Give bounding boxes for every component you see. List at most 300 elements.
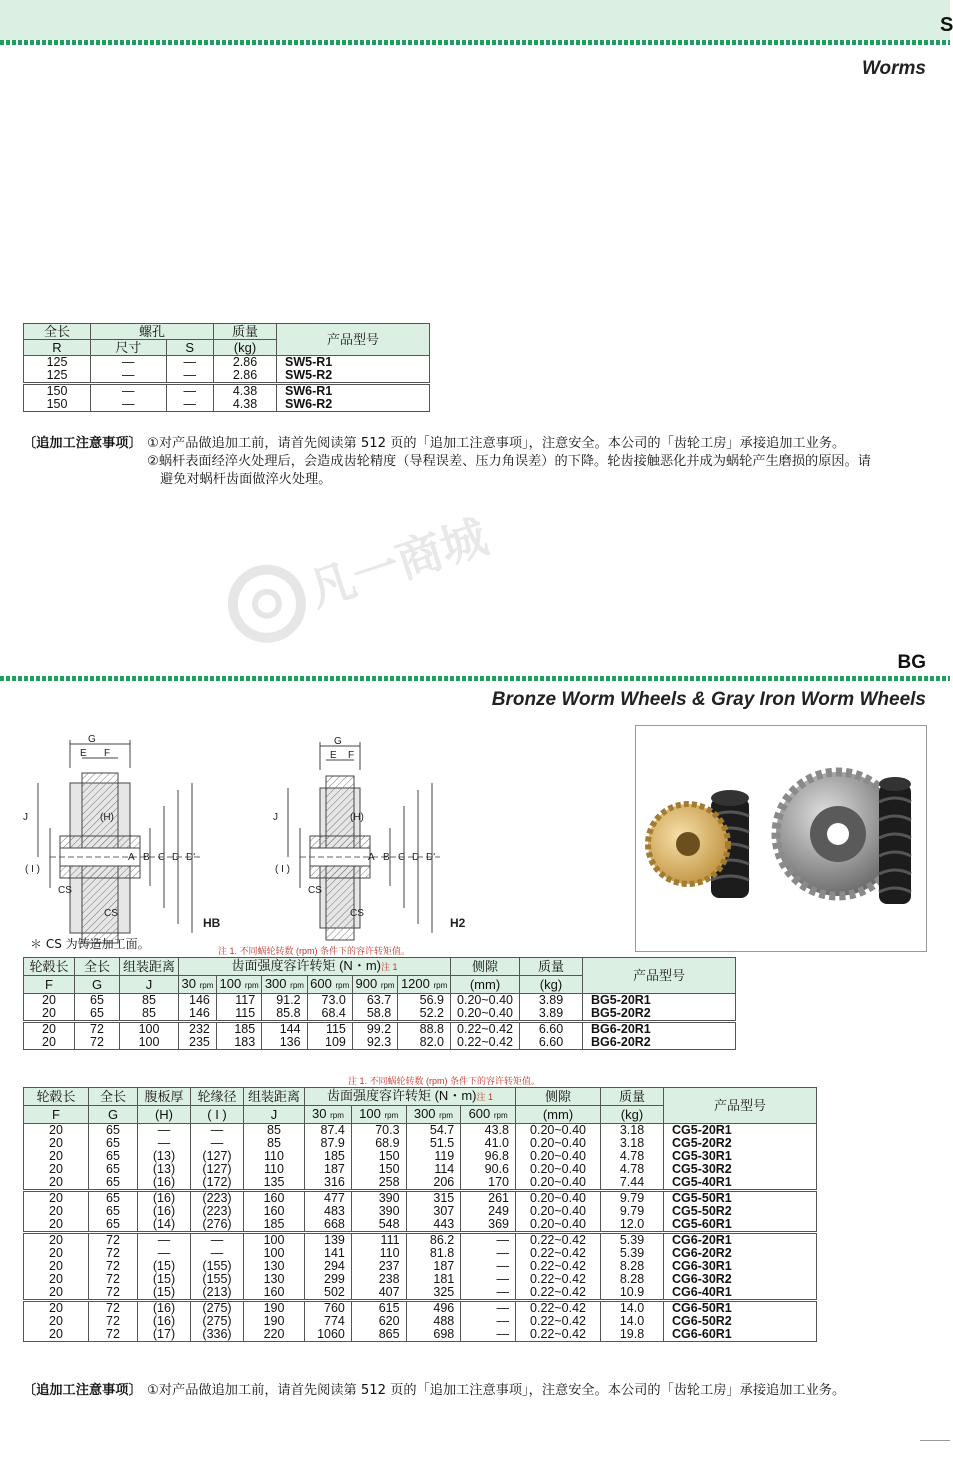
cell-model: CG6-30R1 [664, 1260, 817, 1273]
cell-model: CG5-20R1 [664, 1124, 817, 1138]
dim-cs-right-2: CS [350, 908, 364, 919]
cell-torque: 91.2 [262, 994, 307, 1008]
cell-torque: 99.2 [352, 1022, 397, 1037]
bg-rpm-5-unit: rpm [433, 981, 448, 990]
cell-torque: 261 [461, 1191, 516, 1206]
cell-mass: 4.78 [601, 1163, 664, 1176]
cell-torque: 258 [351, 1176, 406, 1191]
cell-mass: 7.44 [601, 1176, 664, 1191]
cell-model: CG5-50R2 [664, 1205, 817, 1218]
cell-torque: 668 [305, 1218, 352, 1233]
cell-torque: 390 [351, 1191, 406, 1206]
table-row [24, 1233, 817, 1248]
cs-note: ＊ CS 为铸造加工面。 [30, 937, 150, 951]
cg-table-note: 注 1. 不同蜗轮转数 (rpm) 条件下的容许转矩值。 [348, 1076, 541, 1086]
dim-d-left: D [172, 852, 180, 863]
cell-mass: 5.39 [601, 1247, 664, 1260]
bg-rpm-1 [216, 976, 261, 994]
cell-web: (15) [138, 1286, 191, 1301]
cell-web: — [138, 1233, 191, 1248]
cell-torque: 183 [216, 1036, 261, 1050]
sw-note-1: ①对产品做追加工前，请首先阅读第 512 页的「追加工注意事项」，注意安全。本公司的「齿轮工房」承接追加工业务。 [147, 436, 846, 451]
cell-web: (13) [138, 1150, 191, 1163]
hb-type-label: HB [203, 916, 221, 930]
section-title-bg: Bronze Worm Wheels & Gray Iron Worm Wheels [491, 689, 926, 710]
cell-rim: — [191, 1233, 244, 1248]
table-row [24, 384, 430, 399]
cell-center: 190 [244, 1301, 305, 1316]
cell-center: 100 [120, 1022, 179, 1037]
cell-rim: — [191, 1137, 244, 1150]
cell-torque: 187 [406, 1260, 461, 1273]
cell-torque: 115 [216, 1007, 261, 1022]
cell-model: SW6-R2 [277, 398, 430, 412]
cell-torque: 150 [351, 1150, 406, 1163]
worm-black-2 [879, 777, 911, 904]
cell-mass: 3.18 [601, 1137, 664, 1150]
bg-rpm-0 [179, 976, 217, 994]
hb-drawing [23, 734, 221, 943]
cell-torque: — [461, 1286, 516, 1301]
table-row [24, 994, 736, 1008]
cell-web: (13) [138, 1163, 191, 1176]
dim-cs-left-2: CS [104, 908, 118, 919]
cell-rim: (336) [191, 1328, 244, 1342]
cell-torque: 41.0 [461, 1137, 516, 1150]
cell-length: 65 [89, 1176, 138, 1191]
cell-torque: 111 [351, 1233, 406, 1248]
cell-torque: 249 [461, 1205, 516, 1218]
cell-mass: 8.28 [601, 1260, 664, 1273]
cg-rpm-1 [351, 1106, 406, 1124]
cell-model: CG6-40R1 [664, 1286, 817, 1301]
cell-backlash: 0.22~0.42 [516, 1328, 601, 1342]
corner-letter-s: S [940, 14, 953, 36]
cell-torque: 115 [307, 1022, 352, 1037]
cell-model: CG5-40R1 [664, 1176, 817, 1191]
watermark-text: 凡一商城 [302, 509, 494, 618]
cell-torque: 307 [406, 1205, 461, 1218]
cell-length: 65 [89, 1163, 138, 1176]
table-row [24, 356, 430, 370]
cell-mass: 9.79 [601, 1191, 664, 1206]
cell-backlash: 0.20~0.40 [451, 1007, 520, 1022]
cell-length: 65 [89, 1137, 138, 1150]
bg-col-torque [179, 958, 451, 976]
cell-rim: (213) [191, 1286, 244, 1301]
bg-spec-table [23, 957, 736, 1050]
cell-screw-size: — [91, 369, 167, 384]
bg-col-length-sub: G [75, 976, 120, 994]
cell-torque: 52.2 [398, 1007, 451, 1022]
cell-hub: 20 [24, 1150, 89, 1163]
bg-rpm-3-unit: rpm [335, 981, 350, 990]
cell-torque: 206 [406, 1176, 461, 1191]
cg-col-mass-unit: (kg) [601, 1106, 664, 1124]
cell-mass: 10.9 [601, 1286, 664, 1301]
table-row [24, 1328, 817, 1342]
cell-torque: 87.9 [305, 1137, 352, 1150]
cell-torque: 51.5 [406, 1137, 461, 1150]
cell-hub: 20 [24, 1301, 89, 1316]
h2-type-label: H2 [450, 916, 466, 930]
cg-note-1: ①对产品做追加工前，请首先阅读第 512 页的「追加工注意事项」，注意安全。本公司的「齿轮工房」承接追加工业务。 [147, 1383, 846, 1398]
cell-model: CG5-60R1 [664, 1218, 817, 1233]
bg-rpm-5 [398, 976, 451, 994]
cg-col-length-sub: G [89, 1106, 138, 1124]
cell-mass: 5.39 [601, 1233, 664, 1248]
cell-backlash: 0.22~0.42 [516, 1273, 601, 1286]
cell-torque: 390 [351, 1205, 406, 1218]
cell-center: 190 [244, 1315, 305, 1328]
cell-mass: 4.38 [214, 398, 277, 412]
cell-length: 65 [89, 1191, 138, 1206]
cell-length: 72 [75, 1022, 120, 1037]
bg-rpm-4-unit: rpm [380, 981, 395, 990]
cg-col-web-sub: (H) [138, 1106, 191, 1124]
cell-center: 110 [244, 1163, 305, 1176]
cell-torque: 110 [351, 1247, 406, 1260]
cell-torque: 144 [262, 1022, 307, 1037]
cell-torque: 56.9 [398, 994, 451, 1008]
cell-backlash: 0.22~0.42 [516, 1286, 601, 1301]
cg-rpm-3-unit: rpm [493, 1111, 508, 1120]
bg-col-backlash-unit: (mm) [451, 976, 520, 994]
cell-torque: — [461, 1247, 516, 1260]
cg-rpm-2-value: 300 [413, 1106, 436, 1121]
cell-length: 65 [89, 1205, 138, 1218]
cell-backlash: 0.22~0.42 [516, 1233, 601, 1248]
cell-web: (17) [138, 1328, 191, 1342]
cg-spec-table [23, 1087, 817, 1342]
cell-hub: 20 [24, 1233, 89, 1248]
cell-backlash: 0.20~0.40 [516, 1150, 601, 1163]
cg-col-hub: 轮毂长 [24, 1088, 89, 1106]
cell-hub: 20 [24, 1124, 89, 1138]
cell-torque: 54.7 [406, 1124, 461, 1138]
cell-torque: 299 [305, 1273, 352, 1286]
cell-torque: 85.8 [262, 1007, 307, 1022]
h2-drawing [273, 736, 466, 940]
cg-torque-note: 注 1 [476, 1092, 493, 1102]
table-row [24, 1124, 817, 1138]
cell-torque: 698 [406, 1328, 461, 1342]
bg-table-note: 注 1. 不同蜗轮转数 (rpm) 条件下的容许转矩值。 [218, 946, 411, 956]
cell-hub: 20 [24, 1315, 89, 1328]
col-mass-unit: (kg) [214, 340, 277, 356]
brass-worm-wheel [648, 804, 728, 884]
cg-notes-label: 〔追加工注意事项〕 [23, 1383, 142, 1398]
cg-col-torque [305, 1088, 516, 1106]
cell-model: CG5-20R2 [664, 1137, 817, 1150]
dim-b-right: B [383, 852, 390, 863]
cell-torque: 548 [351, 1218, 406, 1233]
cell-torque: 170 [461, 1176, 516, 1191]
cell-torque: 237 [351, 1260, 406, 1273]
dim-f-left: F [104, 748, 111, 759]
gears-illustration [636, 726, 926, 951]
bg-torque-note: 注 1 [380, 962, 398, 972]
table-row [24, 1301, 817, 1316]
cell-model: BG5-20R1 [583, 994, 736, 1008]
sw-spec-table [23, 323, 430, 412]
cell-length: 72 [89, 1247, 138, 1260]
cg-rpm-1-value: 100 [359, 1106, 381, 1121]
table-row [24, 1191, 817, 1206]
dim-a-left: A [128, 852, 135, 863]
dim-i-right: ( I ) [275, 864, 290, 875]
cell-screw-s: — [166, 398, 213, 412]
cell-torque: 238 [351, 1273, 406, 1286]
cell-rim: — [191, 1124, 244, 1138]
bg-torque-label: 齿面强度容许转矩 (N・m) [231, 958, 381, 973]
table-row [24, 398, 430, 412]
bg-rpm-4 [352, 976, 397, 994]
cell-mass: 3.89 [520, 1007, 583, 1022]
cell-model: SW5-R2 [277, 369, 430, 384]
cell-web: (15) [138, 1260, 191, 1273]
cell-mass: 6.60 [520, 1022, 583, 1037]
cg-rpm-2-unit: rpm [439, 1111, 453, 1120]
cell-torque: 109 [307, 1036, 352, 1050]
bg-rpm-3 [307, 976, 352, 994]
cg-rpm-0-unit: rpm [330, 1111, 344, 1120]
cell-torque: 43.8 [461, 1124, 516, 1138]
cg-col-backlash: 侧隙 [516, 1088, 601, 1106]
cell-length: 65 [75, 1007, 120, 1022]
cg-rpm-3-value: 600 [468, 1106, 491, 1121]
cell-web: (16) [138, 1191, 191, 1206]
dim-dp-right: D' [426, 852, 436, 863]
cell-length: 72 [89, 1273, 138, 1286]
table-row [24, 1176, 817, 1191]
cell-center: 185 [244, 1218, 305, 1233]
worm-wheel-drawings [20, 728, 470, 950]
cell-center: 100 [244, 1233, 305, 1248]
cell-length: 65 [75, 994, 120, 1008]
cell-web: (14) [138, 1218, 191, 1233]
cg-rpm-0 [305, 1106, 352, 1124]
dim-c-right: C [398, 852, 406, 863]
cell-backlash: 0.20~0.40 [516, 1163, 601, 1176]
dim-dp-left: D' [186, 852, 196, 863]
cell-torque: 235 [179, 1036, 217, 1050]
cell-hub: 20 [24, 1218, 89, 1233]
cell-length: 72 [75, 1036, 120, 1050]
cell-mass: 3.18 [601, 1124, 664, 1138]
cell-model: CG6-50R2 [664, 1315, 817, 1328]
cell-rim: (155) [191, 1260, 244, 1273]
cell-torque: 325 [406, 1286, 461, 1301]
cell-torque: 150 [351, 1163, 406, 1176]
bg-col-center: 组装距离 [120, 958, 179, 976]
cell-mass: 4.38 [214, 384, 277, 399]
bg-rpm-0-unit: rpm [199, 981, 214, 990]
cell-torque: 181 [406, 1273, 461, 1286]
cell-web: — [138, 1137, 191, 1150]
cell-rim: (276) [191, 1218, 244, 1233]
cell-hub: 20 [24, 1137, 89, 1150]
cell-model: CG6-50R1 [664, 1301, 817, 1316]
cell-center: 130 [244, 1273, 305, 1286]
cell-torque: 369 [461, 1218, 516, 1233]
cg-rpm-3 [461, 1106, 516, 1124]
cg-col-hub-sub: F [24, 1106, 89, 1124]
cell-mass: 8.28 [601, 1273, 664, 1286]
bg-rpm-2-unit: rpm [290, 981, 304, 990]
cell-backlash: 0.22~0.42 [516, 1260, 601, 1273]
cell-center: 110 [244, 1150, 305, 1163]
table-row [24, 1286, 817, 1301]
cell-hub: 20 [24, 1260, 89, 1273]
cell-backlash: 0.20~0.40 [516, 1205, 601, 1218]
cell-length: 65 [89, 1124, 138, 1138]
cell-model: SW5-R1 [277, 356, 430, 370]
cg-col-length: 全长 [89, 1088, 138, 1106]
cell-torque: 88.8 [398, 1022, 451, 1037]
cell-torque: 774 [305, 1315, 352, 1328]
cell-mass: 2.86 [214, 369, 277, 384]
cell-length: 125 [24, 369, 91, 384]
cell-backlash: 0.20~0.40 [516, 1137, 601, 1150]
section-title-worms: Worms [861, 58, 926, 79]
cell-length: 72 [89, 1233, 138, 1248]
cell-torque: 86.2 [406, 1233, 461, 1248]
cell-web: — [138, 1124, 191, 1138]
cell-web: (15) [138, 1273, 191, 1286]
cell-length: 150 [24, 384, 91, 399]
table-row [24, 1218, 817, 1233]
cell-rim: (127) [191, 1163, 244, 1176]
cell-screw-size: — [91, 398, 167, 412]
cell-torque: 114 [406, 1163, 461, 1176]
col-length-sub: R [24, 340, 91, 356]
dim-i-left: ( I ) [25, 864, 40, 875]
cell-model: CG6-30R2 [664, 1273, 817, 1286]
cell-torque: 232 [179, 1022, 217, 1037]
cell-backlash: 0.22~0.42 [516, 1301, 601, 1316]
cell-length: 72 [89, 1286, 138, 1301]
dim-d-right: D [412, 852, 420, 863]
bg-col-backlash: 侧隙 [451, 958, 520, 976]
cell-backlash: 0.22~0.42 [516, 1315, 601, 1328]
cell-length: 65 [89, 1150, 138, 1163]
table-row [24, 1007, 736, 1022]
cell-torque: 443 [406, 1218, 461, 1233]
corner-letter-bg: BG [897, 652, 926, 673]
page-edge-rule [920, 1440, 950, 1441]
bg-rpm-4-value: 900 [355, 976, 378, 991]
cell-torque: 139 [305, 1233, 352, 1248]
cell-web: (16) [138, 1315, 191, 1328]
cg-col-web: 腹板厚 [138, 1088, 191, 1106]
sw-notes-label: 〔追加工注意事项〕 [23, 436, 142, 451]
cell-center: 85 [244, 1124, 305, 1138]
col-screw: 螺孔 [91, 324, 214, 340]
cell-center: 85 [244, 1137, 305, 1150]
cell-torque: 119 [406, 1150, 461, 1163]
product-photo [635, 725, 927, 952]
cell-mass: 4.78 [601, 1150, 664, 1163]
col-length: 全长 [24, 324, 91, 340]
watermark-logo [190, 470, 550, 660]
dim-cs-right-1: CS [308, 885, 322, 896]
top-dashed-rule [0, 40, 950, 45]
bg-rpm-0-value: 30 [181, 976, 196, 991]
cg-torque-label: 齿面强度容许转矩 (N・m) [326, 1088, 477, 1103]
top-header-band [0, 0, 950, 40]
cell-mass: 14.0 [601, 1315, 664, 1328]
cell-torque: — [461, 1301, 516, 1316]
cell-length: 125 [24, 356, 91, 370]
cell-screw-size: — [91, 356, 167, 370]
cell-torque: 615 [351, 1301, 406, 1316]
cell-center: 85 [120, 1007, 179, 1022]
cg-col-rim: 轮缘径 [191, 1088, 244, 1106]
cell-mass: 9.79 [601, 1205, 664, 1218]
cell-mass: 6.60 [520, 1036, 583, 1050]
cell-torque: 187 [305, 1163, 352, 1176]
bg-rpm-3-value: 600 [310, 976, 332, 991]
cell-mass: 2.86 [214, 356, 277, 370]
cell-model: CG5-30R1 [664, 1150, 817, 1163]
cell-torque: — [461, 1233, 516, 1248]
cell-hub: 20 [24, 1036, 75, 1050]
cell-hub: 20 [24, 1247, 89, 1260]
cell-hub: 20 [24, 1163, 89, 1176]
cell-torque: 865 [351, 1328, 406, 1342]
table-row [24, 369, 430, 384]
cell-center: 130 [244, 1260, 305, 1273]
cg-col-center: 组装距离 [244, 1088, 305, 1106]
cell-torque: 620 [351, 1315, 406, 1328]
cell-backlash: 0.20~0.40 [516, 1124, 601, 1138]
cell-rim: (223) [191, 1191, 244, 1206]
cell-torque: 316 [305, 1176, 352, 1191]
cell-center: 160 [244, 1286, 305, 1301]
cell-torque: 146 [179, 994, 217, 1008]
cell-center: 160 [244, 1205, 305, 1218]
cell-screw-s: — [166, 384, 213, 399]
cell-model: CG6-60R1 [664, 1328, 817, 1342]
cell-screw-size: — [91, 384, 167, 399]
cell-torque: 68.4 [307, 1007, 352, 1022]
col-mass: 质量 [214, 324, 277, 340]
cell-length: 150 [24, 398, 91, 412]
bg-rpm-2 [262, 976, 307, 994]
cell-web: — [138, 1247, 191, 1260]
table-row [24, 1036, 736, 1050]
cell-length: 72 [89, 1315, 138, 1328]
cg-col-model: 产品型号 [664, 1088, 817, 1124]
cell-torque: 502 [305, 1286, 352, 1301]
dim-g-left: G [88, 734, 96, 745]
cell-center: 85 [120, 994, 179, 1008]
dim-h-left: (H) [100, 812, 114, 823]
cell-torque: 90.6 [461, 1163, 516, 1176]
bg-col-hub: 轮毂长 [24, 958, 75, 976]
cell-rim: (127) [191, 1150, 244, 1163]
cell-torque: 92.3 [352, 1036, 397, 1050]
dim-cs-left-1: CS [58, 885, 72, 896]
cell-backlash: 0.22~0.42 [451, 1022, 520, 1037]
cg-col-backlash-unit: (mm) [516, 1106, 601, 1124]
cell-torque: 136 [262, 1036, 307, 1050]
cell-torque: 185 [216, 1022, 261, 1037]
cell-web: (16) [138, 1301, 191, 1316]
cell-torque: 315 [406, 1191, 461, 1206]
dim-e-left: E [80, 748, 87, 759]
